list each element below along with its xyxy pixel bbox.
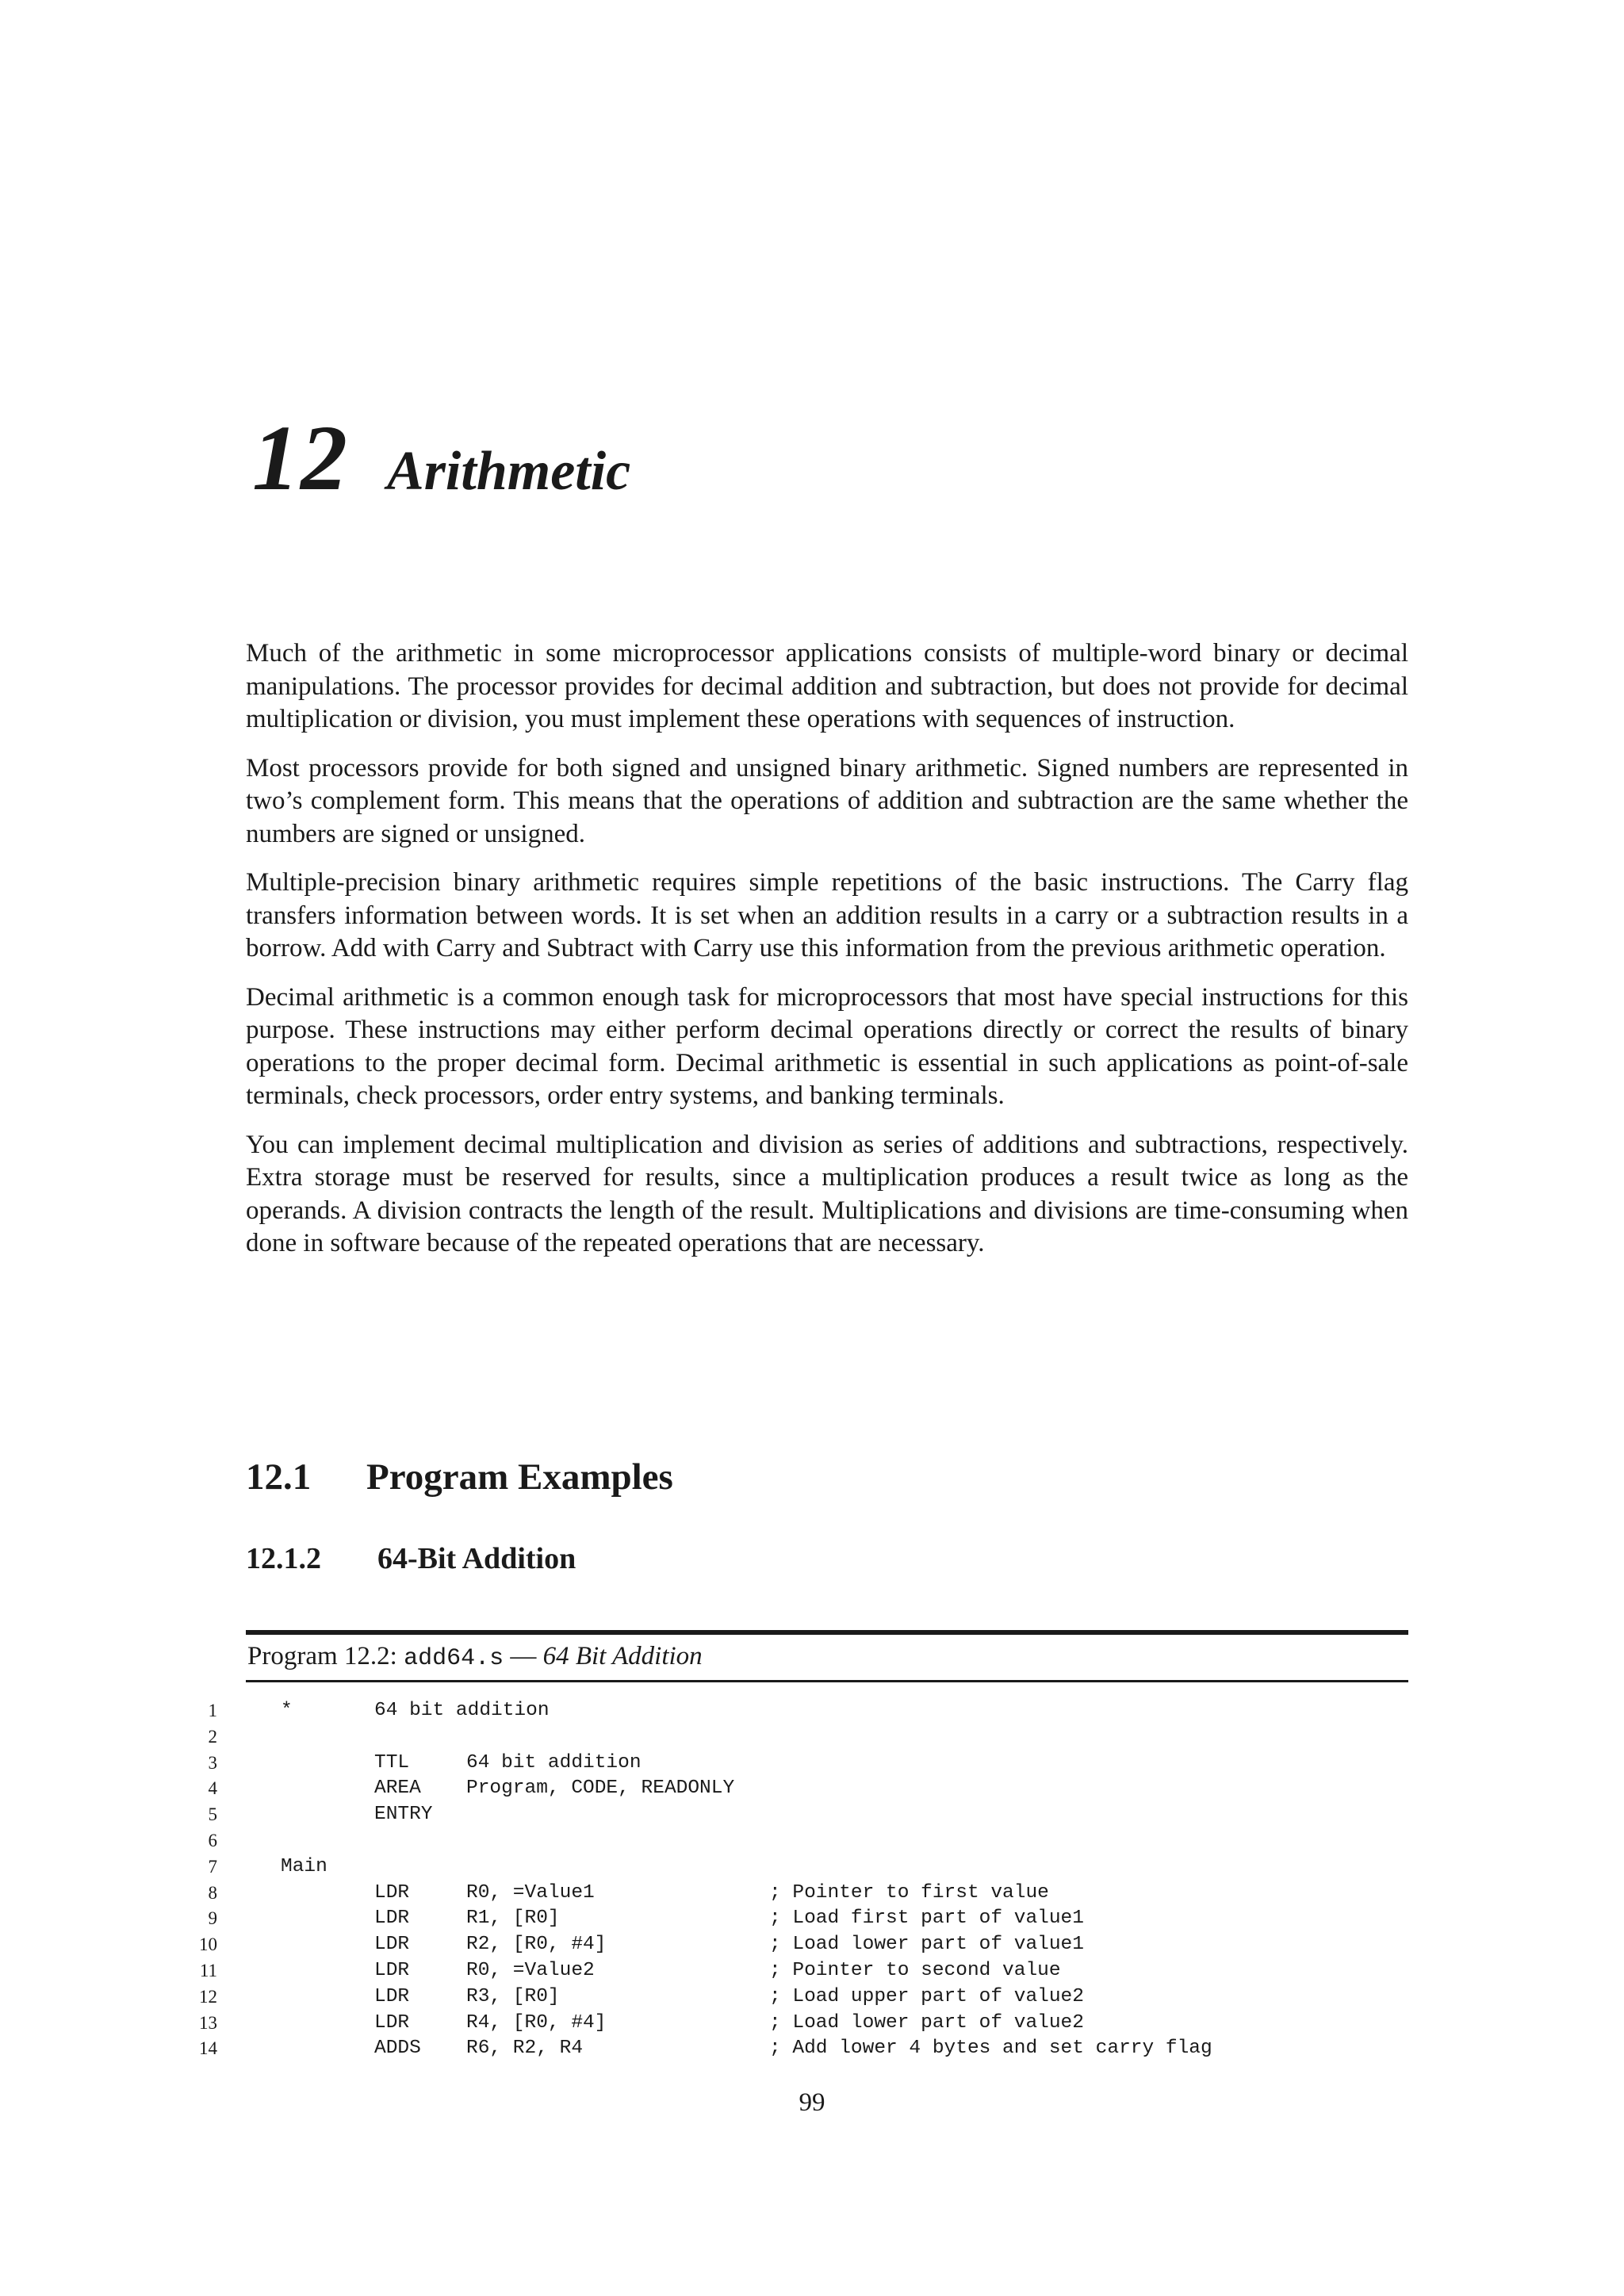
subsection-title: 64-Bit Addition xyxy=(377,1542,576,1575)
chapter-body xyxy=(246,637,1408,1276)
line-number: 2 xyxy=(208,1726,217,1747)
code-opcode: LDR xyxy=(374,1985,410,2007)
code-operands: R6, R2, R4 xyxy=(466,2038,584,2060)
code-line xyxy=(199,1932,1408,1958)
code-opcode: ENTRY xyxy=(374,1804,433,1826)
code-comment: ; Pointer to first value xyxy=(769,1881,1049,1904)
code-opcode: AREA xyxy=(374,1777,421,1800)
listing-caption-rule xyxy=(246,1680,1408,1682)
code-operands: R3, [R0] xyxy=(466,1985,560,2007)
line-number: 13 xyxy=(199,2012,217,2033)
line-number: 10 xyxy=(199,1934,217,1955)
caption-separator: — xyxy=(510,1642,537,1670)
paragraph: Much of the arithmetic in some microprocessor applications consists of multiple-word binary or decimal manipulations. The processor provides for decimal addition and subtraction, but does not provide for decimal multiplication or division, you must implement these operations with sequences of instruction. xyxy=(246,639,1408,733)
code-line xyxy=(208,1881,1408,1907)
code-label: * xyxy=(281,1700,293,1721)
caption-prefix: Program 12.2: xyxy=(247,1642,397,1670)
program-listing xyxy=(199,1630,1408,2062)
code-comment: ; Add lower 4 bytes and set carry flag xyxy=(769,2038,1212,2060)
line-number: 1 xyxy=(208,1701,217,1720)
code-operands: R0, =Value2 xyxy=(466,1959,595,1981)
code-line xyxy=(199,1984,1408,2011)
section-number: 12.1 xyxy=(246,1456,312,1498)
line-number: 3 xyxy=(208,1752,217,1773)
line-number: 8 xyxy=(208,1882,217,1903)
paragraph: You can implement decimal multiplication and division as series of additions and subtractions, respectively. Extra storage must be reserved for results, since a multiplication produces a result twice as long as the operands. A division contracts the length of the result. Multiplications and divisions are time-consuming when done in software because of the repeated operations that are necessary. xyxy=(246,1130,1408,1257)
code-line xyxy=(208,1751,1408,1777)
line-number: 4 xyxy=(208,1778,217,1799)
code-line xyxy=(208,1776,1408,1802)
code-operands: R1, [R0] xyxy=(466,1908,560,1930)
code-line xyxy=(208,1724,1408,1751)
line-number: 11 xyxy=(199,1960,217,1980)
chapter-heading xyxy=(252,404,630,512)
code-line xyxy=(208,1828,1408,1854)
code-comment: ; Load lower part of value1 xyxy=(769,1934,1084,1956)
code-line xyxy=(208,1906,1408,1932)
code-line xyxy=(199,2036,1408,2062)
code-line xyxy=(208,1802,1408,1828)
code-block xyxy=(199,1698,1408,2062)
code-operands: R4, [R0, #4] xyxy=(466,2011,607,2034)
subsection-heading xyxy=(246,1541,576,1576)
code-opcode: ADDS xyxy=(374,2038,421,2060)
code-line xyxy=(199,1958,1408,1984)
line-number: 12 xyxy=(199,1986,217,2007)
paragraph: Decimal arithmetic is a common enough task for microprocessors that most have special instructions for this purpose. These instructions may either perform decimal operations directly or correct the results of binary operations to the proper decimal form. Decimal arithmetic is essential in such applications as point-of-sale terminals, check processors, order entry systems, and banking terminals. xyxy=(246,982,1408,1110)
line-number: 14 xyxy=(199,2038,217,2059)
chapter-title: Arithmetic xyxy=(387,441,631,502)
code-opcode: LDR xyxy=(374,1959,410,1981)
code-opcode: TTL xyxy=(374,1751,410,1774)
code-operands: R2, [R0, #4] xyxy=(466,1934,607,1956)
line-number: 7 xyxy=(208,1856,217,1877)
section-heading xyxy=(246,1456,673,1498)
code-opcode: 64 bit addition xyxy=(374,1700,550,1721)
caption-filename: add64.s xyxy=(404,1645,504,1672)
code-line xyxy=(208,1854,1408,1881)
code-comment: ; Pointer to second value xyxy=(769,1959,1061,1981)
code-operands: R0, =Value1 xyxy=(466,1881,595,1904)
code-operands: 64 bit addition xyxy=(466,1751,642,1774)
paragraph: Most processors provide for both signed and unsigned binary arithmetic. Signed numbers are represented in two’s complement form. This means that the operations of addition and subtraction are the same whether the numbers are signed or unsigned. xyxy=(246,753,1408,848)
code-comment: ; Load upper part of value2 xyxy=(769,1985,1084,2007)
paragraph: Multiple-precision binary arithmetic requires simple repetitions of the basic instructions. The Carry flag transfers information between words. It is set when an addition results in a carry or a subtraction results in a borrow. Add with Carry and Subtract with Carry use this information from the previous arithmetic operation. xyxy=(246,868,1408,962)
code-opcode: LDR xyxy=(374,1881,410,1904)
line-number: 9 xyxy=(208,1908,217,1929)
code-opcode: LDR xyxy=(374,1908,410,1930)
code-opcode: LDR xyxy=(374,1934,410,1956)
code-operands: Program, CODE, READONLY xyxy=(466,1777,735,1800)
code-label: Main xyxy=(281,1855,327,1877)
listing-caption xyxy=(246,1635,1408,1680)
line-number: 6 xyxy=(208,1830,217,1850)
code-line xyxy=(199,2011,1408,2037)
page-number: 99 xyxy=(799,2088,825,2117)
code-opcode: LDR xyxy=(374,2011,410,2034)
code-line xyxy=(208,1698,1408,1724)
chapter-number: 12 xyxy=(252,406,349,510)
line-number: 5 xyxy=(208,1804,217,1825)
subsection-number: 12.1.2 xyxy=(246,1542,321,1575)
section-title: Program Examples xyxy=(366,1456,673,1498)
code-comment: ; Load lower part of value2 xyxy=(769,2011,1084,2034)
code-comment: ; Load first part of value1 xyxy=(769,1908,1084,1930)
caption-title: 64 Bit Addition xyxy=(542,1642,703,1670)
